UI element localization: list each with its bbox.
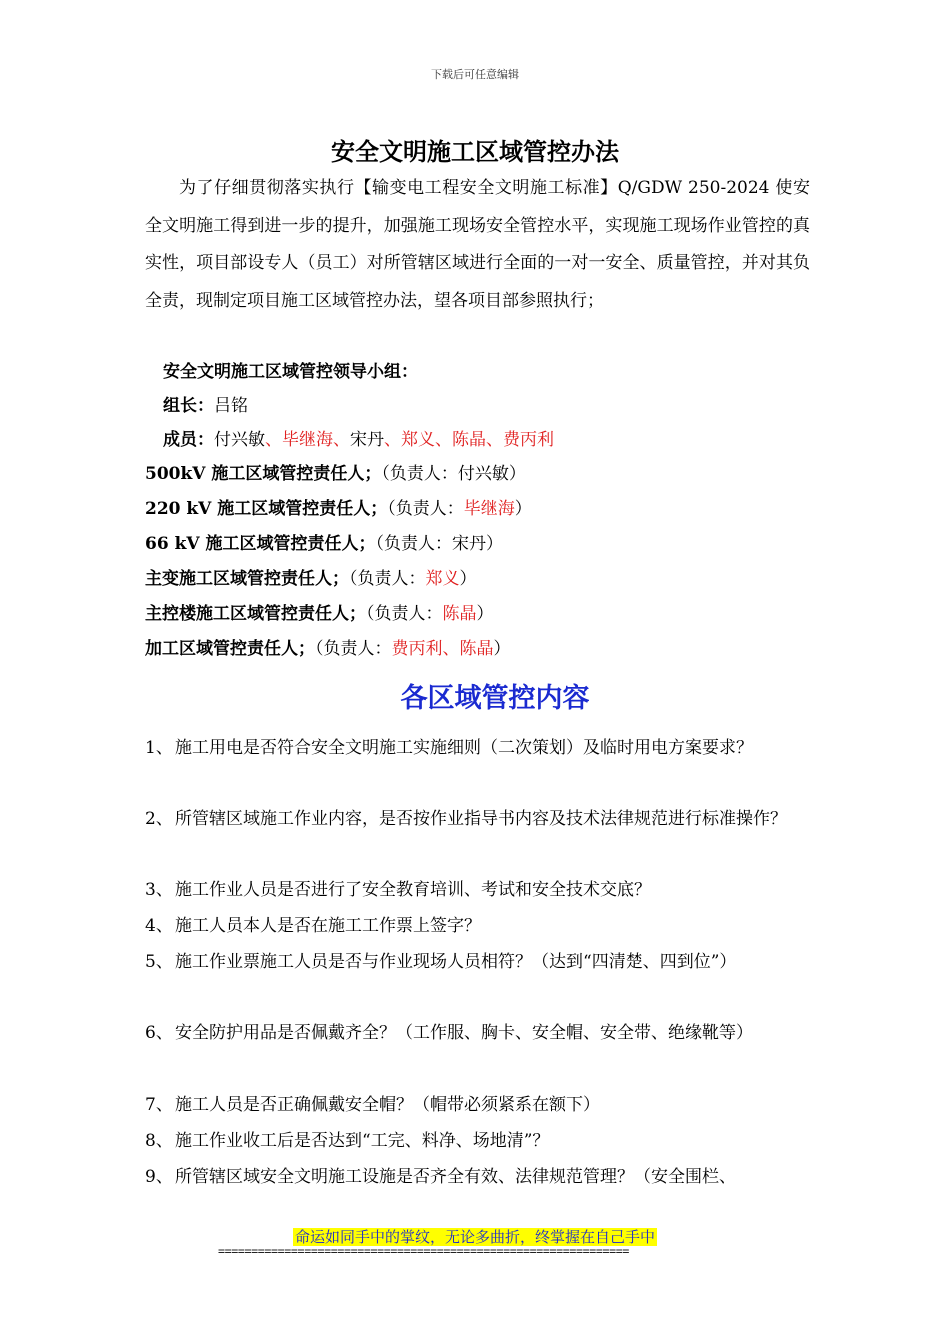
responsibility-label: 主变施工区域管控责任人； xyxy=(145,569,349,589)
list-item xyxy=(145,872,815,909)
list-item xyxy=(145,1159,835,1196)
list-item-number: 5、 xyxy=(145,952,173,972)
list-item xyxy=(145,908,815,945)
list-item-text: 施工人员本人是否在施工工作票上签字？ xyxy=(175,916,481,936)
list-item-text: 施工作业人员是否进行了安全教育培训、考试和安全技术交底？ xyxy=(175,880,651,900)
list-item-number: 2、 xyxy=(145,809,173,829)
list-item-text: 施工作业票施工人员是否与作业现场人员相符？（达到“四清楚、四到位”） xyxy=(175,952,737,972)
responsibility-paren: ） xyxy=(514,499,532,519)
group-leader-line xyxy=(163,394,248,418)
list-item-text: 施工用电是否符合安全文明施工实施细则（二次策划）及临时用电方案要求？ xyxy=(175,738,753,758)
responsibility-person: 付兴敏 xyxy=(457,464,509,484)
list-item-number: 3、 xyxy=(145,880,173,900)
responsibility-person: 毕继海 xyxy=(463,499,515,519)
list-item-text: 施工人员是否正确佩戴安全帽？（帽带必须紧系在额下） xyxy=(175,1095,600,1115)
list-item-text: 所管辖区域施工作业内容，是否按作业指导书内容及技术法律规范进行标准操作？ xyxy=(175,809,787,829)
responsibility-line xyxy=(145,497,532,521)
responsibility-line xyxy=(145,637,511,661)
list-item-number: 9、 xyxy=(145,1167,173,1187)
list-item xyxy=(145,730,815,767)
responsibility-line xyxy=(145,602,494,626)
footer-divider: ============================================================== xyxy=(218,1244,630,1258)
list-item-number: 8、 xyxy=(145,1131,173,1151)
responsibility-person: 郑义 xyxy=(425,569,460,589)
responsibility-paren: （负责人： xyxy=(366,604,443,624)
list-item-text: 施工作业收工后是否达到“工完、料净、场地清”？ xyxy=(175,1131,550,1151)
responsibility-label: 主控楼施工区域管控责任人； xyxy=(145,604,366,624)
responsibility-paren: ） xyxy=(493,639,511,659)
list-item-text: 所管辖区域安全文明施工设施是否齐全有效、法律规范管理？（安全围栏、 xyxy=(175,1167,736,1187)
responsibility-label: 220 kV 施工区域管控责任人； xyxy=(145,499,388,519)
responsibility-paren: （负责人： xyxy=(349,569,426,589)
responsibility-person: 宋丹 xyxy=(451,534,486,554)
list-item xyxy=(145,801,815,838)
list-item xyxy=(145,944,815,981)
leader-name: 吕铭 xyxy=(214,396,248,416)
list-item xyxy=(145,1087,815,1124)
members-label: 成员： xyxy=(163,430,214,450)
footer-motto-text: 命运如同手中的掌纹，无论多曲折，终掌握在自己手中 xyxy=(294,1228,655,1246)
responsibility-line xyxy=(145,462,526,486)
responsibility-label: 66 kV 施工区域管控责任人； xyxy=(145,534,376,554)
responsibility-person: 费丙利、陈晶 xyxy=(391,639,494,659)
list-item-number: 6、 xyxy=(145,1023,173,1043)
member-names-red: 、毕继海、 xyxy=(265,430,350,450)
responsibility-line xyxy=(145,567,477,591)
responsibility-paren: （负责人： xyxy=(381,464,458,484)
group-heading: 安全文明施工区域管控领导小组： xyxy=(163,362,418,382)
responsibility-paren: ） xyxy=(485,534,503,554)
responsibility-person: 陈晶 xyxy=(442,604,477,624)
intro-paragraph: 为了仔细贯彻落实执行【输变电工程安全文明施工标准】Q/GDW 250-2024 使安全文明施工得到进一步的提升，加强施工现场安全管控水平，实现施工现场作业管控的真实性，项目部设专人（员工）对所管辖区域进行全面的一对一安全、质量管控，并对其负全责，现制定项目施工区域管控办法，望各项目部参照执行； xyxy=(145,178,810,311)
member-names-red: 、郑义、陈晶、费丙利 xyxy=(384,430,554,450)
group-members-line xyxy=(163,428,554,452)
responsibility-paren: （负责人： xyxy=(375,534,452,554)
responsibility-line xyxy=(145,532,503,556)
list-item xyxy=(145,1015,815,1052)
responsibility-paren: ） xyxy=(459,569,477,589)
responsibility-paren: （负责人： xyxy=(387,499,464,519)
list-item-text: 安全防护用品是否佩戴齐全？（工作服、胸卡、安全帽、安全带、绝缘靴等） xyxy=(175,1023,753,1043)
header-note: 下载后可任意编辑 xyxy=(431,68,519,81)
member-name: 宋丹 xyxy=(350,430,384,450)
document-title: 安全文明施工区域管控办法 xyxy=(331,137,619,166)
section-title: 各区域管控内容 xyxy=(400,683,590,714)
responsibility-paren: （负责人： xyxy=(315,639,392,659)
list-item xyxy=(145,1123,815,1160)
responsibility-label: 加工区域管控责任人； xyxy=(145,639,315,659)
leader-label: 组长： xyxy=(163,396,214,416)
list-item-number: 7、 xyxy=(145,1095,173,1115)
responsibility-label: 500kV 施工区域管控责任人； xyxy=(145,464,382,484)
member-name: 付兴敏 xyxy=(214,430,265,450)
responsibility-paren: ） xyxy=(508,464,526,484)
list-item-number: 4、 xyxy=(145,916,173,936)
responsibility-paren: ） xyxy=(476,604,494,624)
list-item-number: 1、 xyxy=(145,738,173,758)
